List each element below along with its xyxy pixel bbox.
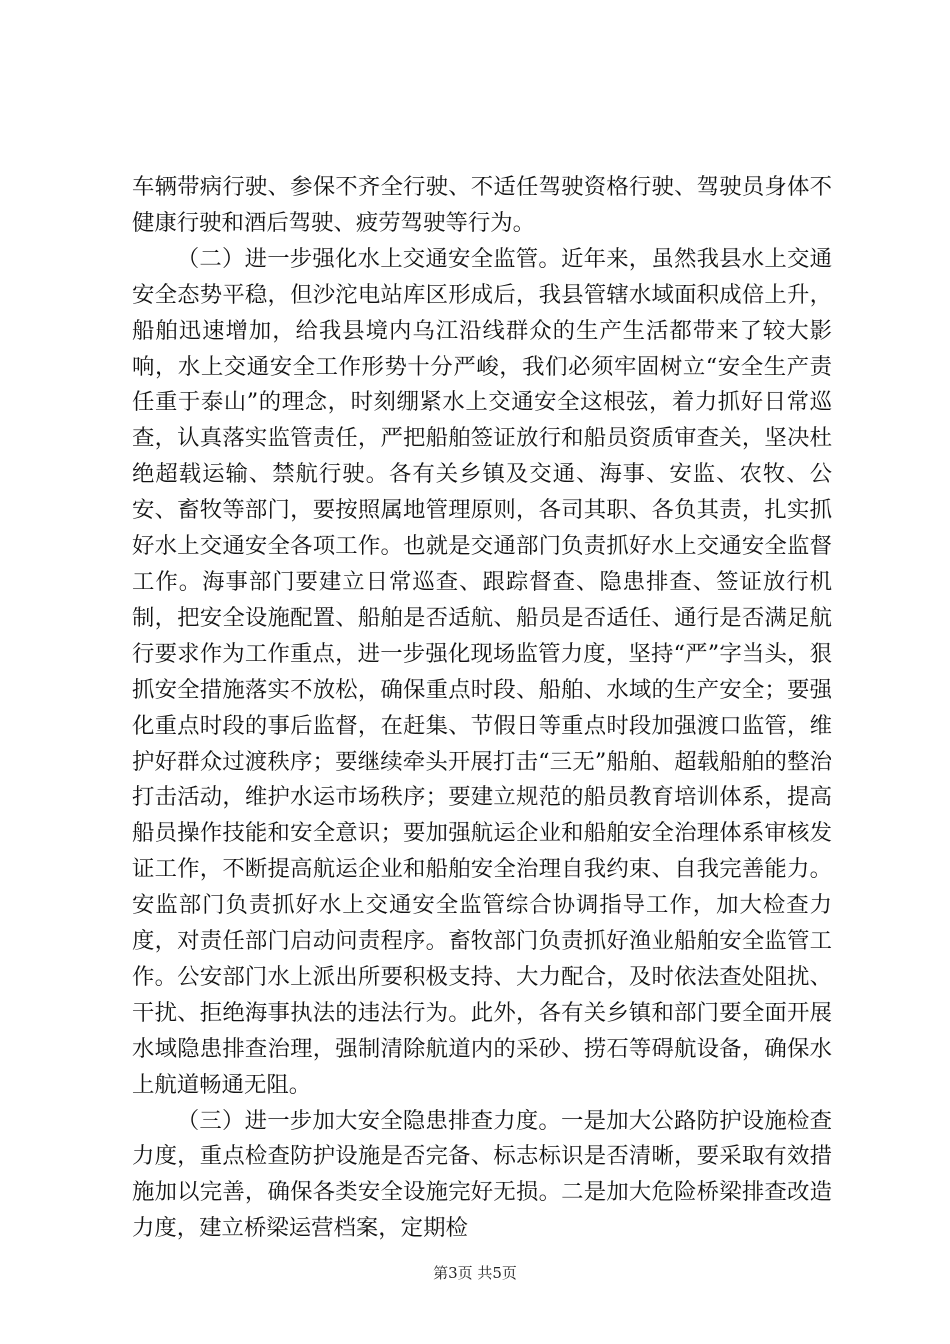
paragraph-continuation: 车辆带病行驶、参保不齐全行驶、不适任驾驶资格行驶、驾驶员身体不健康行驶和酒后驾驶、疲劳驾驶等行为。	[132, 174, 832, 236]
body-text	[132, 170, 832, 1247]
page-number-footer: 第3页 共5页	[433, 1264, 517, 1282]
paragraph-water-traffic: （二）进一步强化水上交通安全监管。近年来，虽然我县水上交通安全态势平稳，但沙沱电站库区形成后，我县管辖水域面积成倍上升，船舶迅速增加，给我县境内乌江沿线群众的生产生活都带来了较大影响，水上交通安全工作形势十分严峻，我们必须牢固树立“安全生产责任重于泰山”的理念，时刻绷紧水上交通安全这根弦，着力抓好日常巡查，认真落实监管责任，严把船舶签证放行和船员资质审查关，坚决杜绝超载运输、禁航行驶。各有关乡镇及交通、海事、安监、农牧、公安、畜牧等部门，要按照属地管理原则，各司其职、各负其责，扎实抓好水上交通安全各项工作。也就是交通部门负责抓好水上交通安全监督工作。海事部门要建立日常巡查、跟踪督查、隐患排查、签证放行机制，把安全设施配置、船舶是否适航、船员是否适任、通行是否满足航行要求作为工作重点，进一步强化现场监管力度，坚持“严”字当头，狠抓安全措施落实不放松，确保重点时段、船舶、水域的生产安全；要强化重点时段的事后监督，在赶集、节假日等重点时段加强渡口监管，维护好群众过渡秩序；要继续牵头开展打击“三无”船舶、超载船舶的整治打击活动，维护水运市场秩序；要建立规范的船员教育培训体系，提高船员操作技能和安全意识；要加强航运企业和船舶安全治理体系审核发证工作，不断提高航运企业和船舶安全治理自我约束、自我完善能力。安监部门负责抓好水上交通安全监管综合协调指导工作，加大检查力度，对责任部门启动问责程序。畜牧部门负责抓好渔业船舶安全监管工作。公安部门水上派出所要积极支持、大力配合，及时依法查处阻扰、干扰、拒绝海事执法的违法行为。此外，各有关乡镇和部门要全面开展水域隐患排查治理，强制清除航道内的采砂、捞石等碍航设备，确保水上航道畅通无阻。	[132, 245, 832, 1098]
paragraph-hazard-inspection: （三）进一步加大安全隐患排查力度。一是加大公路防护设施检查力度，重点检查防护设施是否完备、标志标识是否清晰，要采取有效措施加以完善，确保各类安全设施完好无损。二是加大危险桥梁排查改造力度，建立桥梁运营档案，定期检	[132, 1107, 832, 1242]
